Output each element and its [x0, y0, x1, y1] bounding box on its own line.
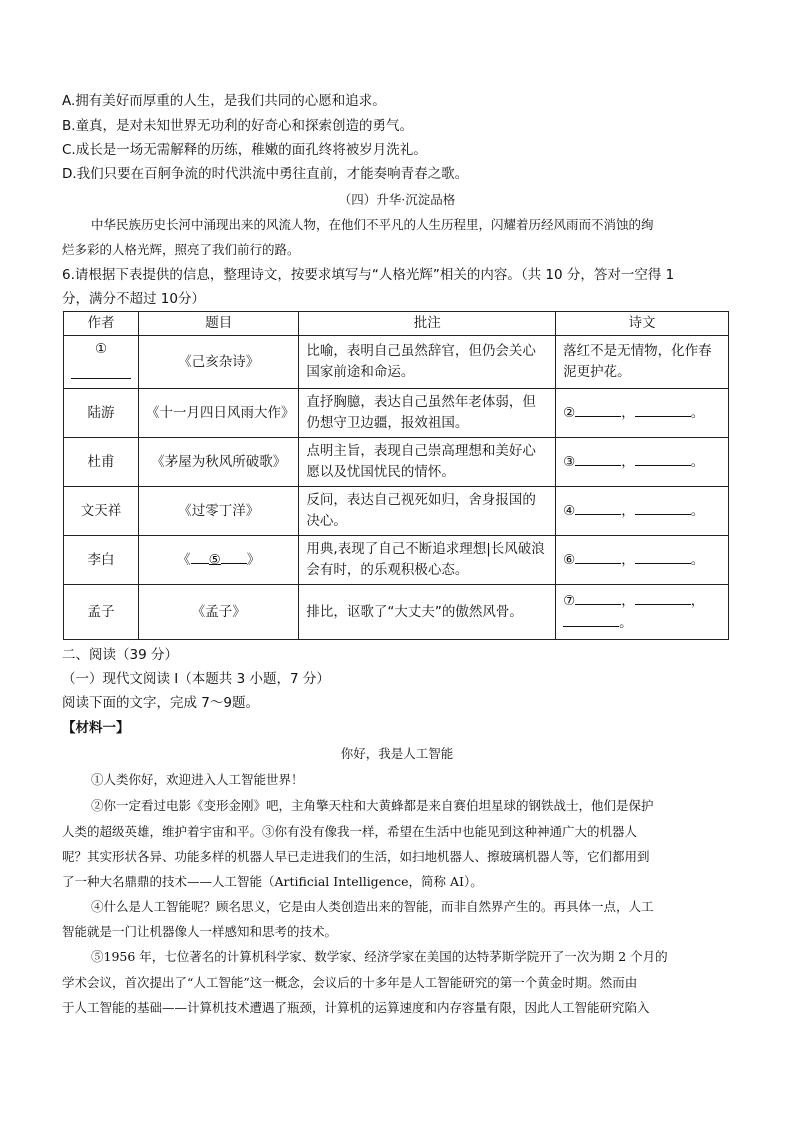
- answer-blank-6b[interactable]: [635, 549, 691, 564]
- poem-cell: [556, 389, 729, 438]
- paragraph-line: ④什么是人工智能呢？顾名思义，它是由人类创造出来的智能，而非自然界产生的。再具体一点，人工: [91, 899, 654, 914]
- table-row: [64, 336, 729, 389]
- paragraph-line: 呢？其实形状各异、功能多样的机器人早已走进我们的生活，如扫地机器人、擦玻璃机器人等，它们都用到: [62, 849, 650, 864]
- section-intro-line-2: 烂多彩的人格光辉，照亮了我们前行的路。: [62, 242, 300, 257]
- answer-blank-5-pre[interactable]: [191, 549, 209, 564]
- note-cell: 排比，讴歌了“大丈夫”的傲然风骨。: [299, 585, 556, 640]
- blank-number: ③: [563, 454, 576, 470]
- material-label: 【材料一】: [62, 720, 130, 736]
- question6-line-1: 6.请根据下表提供的信息，整理诗文，按要求填写与“人格光辉”相关的内容。（共 10 分，答对一空得 1: [62, 267, 675, 283]
- poem-table: [63, 311, 729, 640]
- answer-blank-1[interactable]: [71, 364, 131, 379]
- option-b: B.童真，是对未知世界无功利的好奇心和探索创造的勇气。: [62, 118, 414, 134]
- poem-cell: [556, 536, 729, 585]
- reading-sub-heading: （一）现代文阅读 I（本题共 3 小题，7 分）: [62, 671, 330, 687]
- answer-blank-2b[interactable]: [635, 402, 691, 417]
- comma: ，: [621, 503, 635, 519]
- note-cell: 直抒胸臆，表达自己虽然年老体弱，但仍想守卫边疆，报效祖国。: [299, 389, 556, 438]
- poem-cell: [556, 487, 729, 536]
- note-cell: 反问，表达自己视死如归，舍身报国的决心。: [299, 487, 556, 536]
- paragraph-line: ②你一定看过电影《变形金刚》吧，主角擎天柱和大黄蜂都是来自赛伯坦星球的钢铁战士，他们是保护: [91, 798, 654, 813]
- answer-blank-6a[interactable]: [575, 549, 621, 564]
- table-row: [64, 389, 729, 438]
- book-mark-close: 》: [246, 552, 261, 568]
- author-number: ①: [94, 341, 108, 357]
- option-d: D.我们只要在百舸争流的时代洪流中勇往直前，才能奏响青春之歌。: [62, 166, 469, 182]
- question6-line-2: 分，满分不超过 10分）: [62, 291, 205, 307]
- blank-number: ②: [563, 405, 576, 421]
- author-cell: 孟子: [64, 585, 139, 640]
- note-cell: 比喻，表明自己虽然辞官，但仍会关心国家前途和命运。: [299, 336, 556, 389]
- header-note: 批注: [299, 312, 556, 336]
- note-cell: 用典,表现了自己不断追求理想|长风破浪会有时，的乐观积极心态。: [299, 536, 556, 585]
- option-a: A.拥有美好而厚重的人生，是我们共同的心愿和追求。: [62, 93, 386, 109]
- title-cell: 《己亥杂诗》: [139, 336, 299, 389]
- author-cell: 李白: [64, 536, 139, 585]
- answer-blank-7a[interactable]: [575, 590, 621, 605]
- period: 。: [690, 405, 705, 421]
- section-title: （四）升华·沉淀品格: [338, 192, 456, 207]
- title-cell: [139, 536, 299, 585]
- poem-cell: [556, 438, 729, 487]
- answer-blank-4a[interactable]: [575, 500, 621, 515]
- title-cell: 《茅屋为秋风所破歌》: [139, 438, 299, 487]
- blank-number-5: ⑤: [208, 552, 221, 568]
- paragraph-line: 于人工智能的基础——计算机技术遭遇了瓶颈，计算机的运算速度和内存容量有限，因此人工智能研究陷入: [62, 1000, 650, 1015]
- header-title: 题目: [139, 312, 299, 336]
- blank-number: ⑦: [563, 593, 576, 609]
- answer-blank-3a[interactable]: [575, 451, 621, 466]
- period: 。: [690, 503, 705, 519]
- table-header-row: [64, 312, 729, 336]
- answer-blank-5-post[interactable]: [221, 549, 247, 564]
- paragraph-line: 人类的超级英雄，维护着宇宙和平。③你有没有像我一样，希望在生活中也能见到这种神通广大的机器人: [62, 824, 638, 839]
- answer-blank-7c[interactable]: [563, 612, 619, 627]
- comma: ，: [621, 593, 635, 609]
- answer-blank-7b[interactable]: [635, 590, 691, 605]
- book-mark-open: 《: [177, 552, 191, 568]
- note-cell: 点明主旨，表现自己崇高理想和美好心愿以及忧国忧民的情怀。: [299, 438, 556, 487]
- paragraph-line: 智能就是一门让机器像人一样感知和思考的技术。: [62, 924, 338, 939]
- comma: ，: [621, 405, 635, 421]
- title-cell: 《十一月四日风雨大作》: [139, 389, 299, 438]
- option-c: C.成长是一场无需解释的历练，稚嫩的面孔终将被岁月洗礼。: [62, 142, 427, 158]
- author-cell: 陆游: [64, 389, 139, 438]
- poem-cell: 落红不是无情物，化作春泥更护花。: [556, 336, 729, 389]
- blank-number: ⑥: [563, 552, 576, 568]
- paragraph-line: 学术会议，首次提出了“人工智能”这一概念，会议后的十多年是人工智能研究的第一个黄金时期。然而由: [62, 975, 638, 990]
- reading-heading: 二、阅读（39 分）: [62, 647, 178, 663]
- comma: ，: [690, 593, 705, 609]
- comma: ，: [621, 454, 635, 470]
- comma: ，: [621, 552, 635, 568]
- author-cell: 文天祥: [64, 487, 139, 536]
- blank-number: ④: [563, 503, 576, 519]
- answer-blank-3b[interactable]: [635, 451, 691, 466]
- table-row: [64, 536, 729, 585]
- period: 。: [690, 454, 705, 470]
- paragraph-line: 了一种大名鼎鼎的技术——人工智能（Artificial Intelligence，简称 AI）。: [62, 874, 483, 889]
- author-cell: [64, 336, 139, 389]
- title-cell: 《过零丁洋》: [139, 487, 299, 536]
- title-cell: 《孟子》: [139, 585, 299, 640]
- answer-blank-4b[interactable]: [635, 500, 691, 515]
- table-row: [64, 487, 729, 536]
- table-row: [64, 585, 729, 640]
- table-row: [64, 438, 729, 487]
- header-author: 作者: [64, 312, 139, 336]
- section-intro-line-1: 中华民族历史长河中涌现出来的风流人物，在他们不平凡的人生历程里，闪耀着历经风雨而不消蚀的绚: [91, 217, 654, 232]
- reading-instruction: 阅读下面的文字，完成 7～9题。: [62, 695, 259, 711]
- period: 。: [690, 552, 705, 568]
- answer-blank-2a[interactable]: [575, 402, 621, 417]
- poem-cell: [556, 585, 729, 640]
- author-cell: 杜甫: [64, 438, 139, 487]
- header-poem: 诗文: [556, 312, 729, 336]
- paragraph-line: ①人类你好，欢迎进入人工智能世界！: [91, 772, 304, 787]
- paragraph-line: ⑤1956 年，七位著名的计算机科学家、数学家、经济学家在美国的达特茅斯学院开了一次为期 2 个月的: [91, 949, 668, 964]
- article-title: 你好，我是人工智能: [340, 746, 454, 761]
- period: 。: [619, 615, 633, 631]
